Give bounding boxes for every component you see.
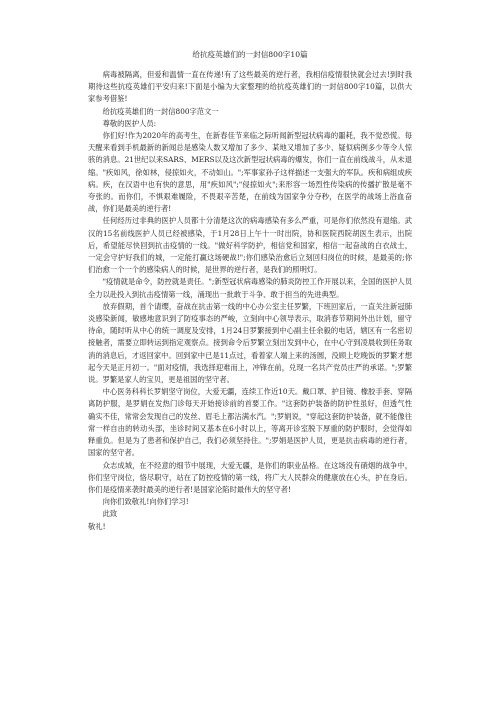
document-title: 给抗疫英雄们的一封信800字10篇: [192, 50, 308, 59]
body-paragraph: 放弃假期，首个请缨，奋战在抗击第一线的中心办公室主任罗繁，下班回家后，一直关注新冠肺炎感染新闻，敏感地意识到了防疫事态的严峻，立刻向中心领导表示，取消春节期间外出计划，留守待命，随时听从中心的统一调度及安排，1月24日罗繁接到中心副主任余毅的电话，辖区有一名密切接触者，需要立即转运到指定观察点。接到命令后罗繁立刻出发到中心，在中心守到凌晨收到任务取消的消息后，才返回家中。回到家中已是11点过，看着家人端上来的汤圆，没顾上吃晚饭的罗繁才想起今天是正月初一。"面对疫情，我选择迎难而上，冲锋在前，兑现一名共产党员庄严的承诺。";罗繁说。罗繁是家人的宝贝，更是祖国的坚守者。: [88, 301, 412, 385]
closing-line: 向你们致敬礼!向你们学习!: [102, 497, 189, 507]
intro-paragraph: 病毒被隔离，但爱和温情一直在传递!有了这些最美的逆行者，我相信疫情很快就会过去!到时我期待这些抗疫英雄们平安归来!下面是小编为大家整理的给抗疫英雄们的一封信800字10篇，以供大家参考借鉴!: [88, 70, 412, 104]
section-heading: 给抗疫英雄们的一封信800字范文一: [102, 106, 219, 116]
body-paragraph: 任何经历过非典的医护人员都十分清楚这次的病毒感染有多么严重，可是你们依然没有退缩。武汉的15名前线医护人员已经被感染，于1月28日上午十一时出院，协和医院西院胡医生表示，出院后，希望能尽快回到抗击疫情的一线。"做好科学防护，相信党和国家，相信一起奋战的白衣战士，一定会守护好我们的城，一定能打赢这场硬战!";你们感染治愈后立刻回归岗位的时候，是最美的;你们治愈一个一个的感染病人的时候，是世界的逆行者，是我们的照明灯。: [88, 216, 412, 275]
body-paragraph: "疫情就是命令，防控就是责任。";新型冠状病毒感染的肺炎防控工作开展以来，全国的医护人员全力以赴投入到抗击疫情第一线，涌现出一批敢于斗争、敢于担当的先进典型。: [88, 277, 412, 299]
closing-jingli: 敬礼!: [88, 521, 106, 531]
document-body: [88, 69, 412, 533]
salutation: 尊敬的医护人员:: [102, 118, 157, 128]
body-paragraph: 众志成城，在不经意的细节中展现，大爱无疆，是你们的职业品格。在这场没有硝烟的战争中，你们坚守岗位，恪尽职守，站在了防控疫情的第一线，将广大人民群众的健康放在心头，护在身后。你们是疫情来袭时最美的逆行者!是国家沦陷时最伟大的坚守者!: [88, 460, 412, 494]
body-paragraph: 中心医务科科长罗娟坚守岗位，大爱无疆，连续工作近10天。戴口罩、护目镜、橡胶手套、穿隔离防护服，是罗娟在发热门诊每天开始接诊前的首要工作。"这套防护装备的防护性虽好，但透气性确实不佳，常常会发现自己的发丝、眉毛上都沾满水汽。";罗娟说，"穿起这套防护装备，就不能像往常一样自由的转动头部，坐诊时间又基本在6小时以上，等离开诊室脱下厚重的防护服时，会觉得如释重负。但是为了患者和保护自己，我们必须坚持住。";罗娟是医护人员，更是抗击病毒的逆行者，国家的坚守者。: [88, 387, 412, 458]
body-paragraph: 你们好!作为2020年的高考生，在新春佳节来临之际听闻新型冠状病毒的噩耗，我不觉恐慌。每天醒来看到手机最新的新闻总是感染人数又增加了多少、某地又增加了多少、疑似病例多少等令人惊骇的消息。21世纪以来SARS、MERS以及这次新型冠状病毒的爆发，你们一直在前线战斗，从未退缩。"疾如风，徐如林，侵掠如火，不动如山。";军事家孙子这样描述一支强大的军队。疾和病组成疾病。疾，在汉语中也有快的意思，用"疾如风";"侵掠如火";来形容一场烈性传染病的传播扩散是毫不夸张的。而你们，不惧艰难履险，不畏艰辛苦楚，在前线为国家争分夺秒，在医学的战场上浴血奋战，你们是最美的逆行者!: [88, 131, 412, 214]
closing-cizhi: 此致: [102, 509, 118, 519]
